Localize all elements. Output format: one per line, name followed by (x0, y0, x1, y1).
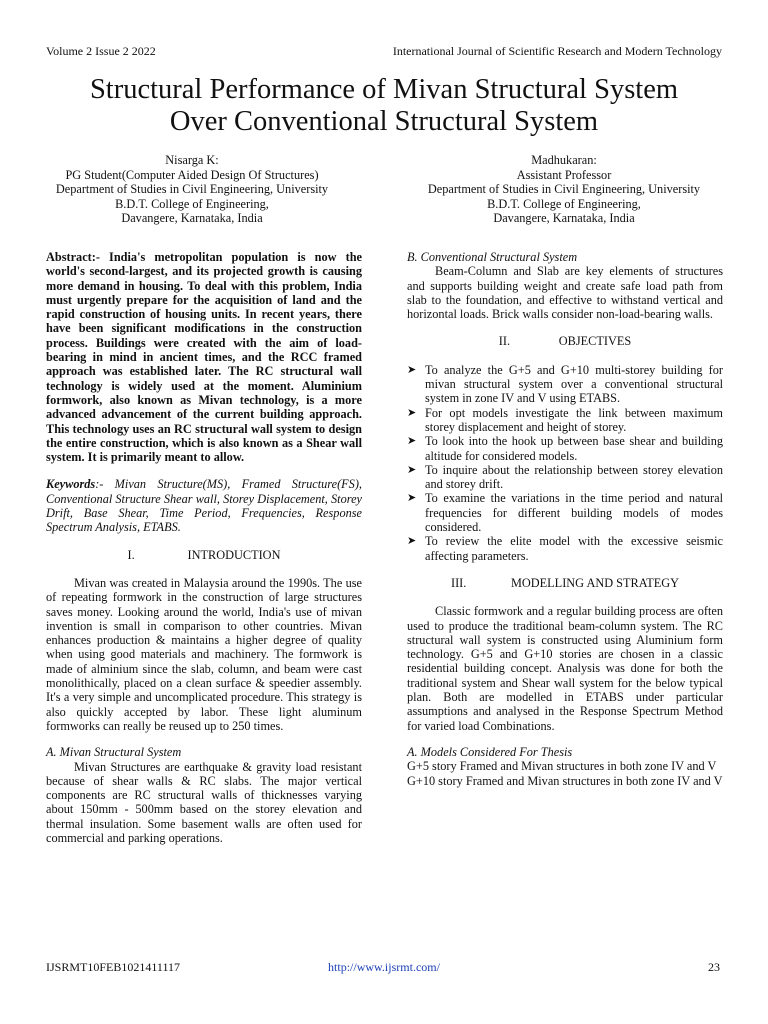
volume-issue: Volume 2 Issue 2 2022 (46, 44, 156, 58)
paper-id: IJSRMT10FEB1021411117 (46, 960, 181, 974)
subsection-heading-models: A. Models Considered For Thesis (407, 744, 573, 759)
author-block-2 (399, 153, 729, 226)
arrowhead-bullet-icon: ➤ (407, 435, 417, 448)
keywords-text: :- Mivan Structure(MS), Framed Structure(FS), Conventional Structure Shear wall, Storey Displacement, Storey Drift, Base Shear, Time Period, Frequencies, Response Spectrum Analysis, ETABS. (46, 477, 362, 535)
arrowhead-bullet-icon: ➤ (407, 363, 417, 376)
running-header (46, 44, 722, 60)
page-number: 23 (708, 960, 720, 974)
list-item: ➤ To inquire about the relationship between storey elevation and storey drift. (407, 462, 723, 492)
left-column (46, 250, 362, 845)
arrowhead-bullet-icon: ➤ (407, 492, 417, 505)
author-role: PG Student(Computer Aided Design Of Structures) (65, 167, 319, 182)
author-college: B.D.T. College of Engineering, (115, 196, 269, 211)
list-item: ➤ For opt models investigate the link between maximum storey displacement and height of storey. (407, 405, 723, 434)
author-location: Davangere, Karnataka, India (493, 211, 635, 226)
section-number: I. (127, 547, 135, 562)
section-title: INTRODUCTION (187, 547, 281, 562)
page-footer (46, 960, 722, 976)
section-number: II. (498, 334, 511, 349)
subsection-heading-mivan: A. Mivan Structural System (46, 745, 182, 760)
paper-title (20, 74, 748, 138)
arrowhead-bullet-icon: ➤ (407, 535, 417, 548)
conventional-paragraph: Beam-Column and Slab are key elements of structures and supports building weight and create safe load path from slab to the foundation, and effective to withstand vertical and horizontal loads. Brick walls consider non-load-bearing walls. (407, 264, 723, 322)
right-column (407, 250, 723, 788)
keywords-label: Keywords (46, 477, 96, 492)
section-number: III. (450, 575, 467, 590)
abstract: Abstract:- India's metropolitan population is now the world's second-largest, and its projected growth is causing more demand in housing. To deal with this problem, India must urgently prepare for the acquisition of land and the rapid construction of housing units. In recent years, there have been significant modifications in the construction process. Buildings were created with the aim of load-bearing in mind in ancient times, and the RCC framed approach was established later. The RC structural wall technology is widely used at the moment. Aluminium formwork, also known as Mivan technology, is a more advanced advancement of the current building approach. This technology uses an RC structural wall system to design the entire construction, which is also known as a Shear wall system. It is primarily meant to allow. (46, 250, 362, 465)
journal-url-link[interactable]: http://www.ijsrmt.com/ (328, 960, 440, 974)
author-role: Assistant Professor (516, 167, 612, 182)
list-item: ➤ To examine the variations in the time period and natural frequencies for different building models of modes considered. (407, 491, 723, 535)
title-line-2: Over Conventional Structural System (169, 106, 599, 137)
introduction-paragraph: Mivan was created in Malaysia around the 1990s. The use of repeating formwork in the construction of large structures saves money. Looking around the world, India's use of mivan invention is small in comparison to other countries. Mivan enhances production & maintains a higher degree of quality when using good materials and machinery. The formwork is made of alminium since the slab, column, and beam were cast monolithically, placed on a clean surface & speedier assembly. It's a very simple and uncomplicated procedure. This strategy is also quickly accepted by labor. These light aluminum formworks can really be reused up to 250 times. (46, 575, 362, 733)
author-name: Nisarga K: (165, 153, 219, 167)
arrowhead-bullet-icon: ➤ (407, 463, 417, 476)
objectives-list (407, 363, 723, 563)
author-college: B.D.T. College of Engineering, (487, 196, 641, 211)
subsection-heading-conventional: B. Conventional Structural System (407, 250, 578, 264)
list-item: ➤ To analyze the G+5 and G+10 multi-storey building for mivan structural system over a conventional structural system in zone IV and V using ETABS. (407, 362, 723, 406)
title-line-1: Structural Performance of Mivan Structural System (89, 74, 679, 105)
models-line-2: G+10 story Framed and Mivan structures in both zone IV and V (407, 773, 723, 788)
section-heading-modelling (407, 576, 723, 590)
author-department: Department of Studies in Civil Engineering, University (55, 182, 329, 197)
section-title: OBJECTIVES (558, 334, 632, 349)
section-heading-introduction (46, 548, 362, 562)
author-block-1 (27, 153, 357, 226)
author-name: Madhukaran: (531, 153, 597, 167)
author-department: Department of Studies in Civil Engineering, University (427, 182, 701, 197)
mivan-paragraph: Mivan Structures are earthquake & gravity load resistant because of shear walls & RC slabs. The major vertical components are RC structural walls of thicknesses varying about 150mm - 500mm based on the storey elevation and thermal insulation. Some basement walls are often used for commercial and parking operations. (46, 759, 362, 845)
section-heading-objectives (407, 334, 723, 348)
list-item: ➤ To look into the hook up between base shear and building altitude for considered models. (407, 434, 723, 463)
section-title: MODELLING AND STRATEGY (510, 575, 680, 590)
list-item: ➤ To review the elite model with the excessive seismic affecting parameters. (407, 534, 723, 563)
arrowhead-bullet-icon: ➤ (407, 406, 417, 419)
journal-name: International Journal of Scientific Research and Modern Technology (392, 44, 722, 58)
keywords (46, 477, 362, 534)
models-line-1: G+5 story Framed and Mivan structures in both zone IV and V (407, 759, 717, 774)
modelling-paragraph: Classic formwork and a regular building process are often used to produce the traditional beam-column system. The RC structural wall system is constructed using Aluminium form technology. G+5 and G+10 stories are chosen in a classic residential building concept. Analysis was done for both the traditional system and Shear wall system for the below typical plan. Both are modelled in ETABS under particular assumptions and analysed in the Response Spectrum Method for varied load Combinations. (407, 604, 723, 733)
author-location: Davangere, Karnataka, India (121, 211, 263, 226)
